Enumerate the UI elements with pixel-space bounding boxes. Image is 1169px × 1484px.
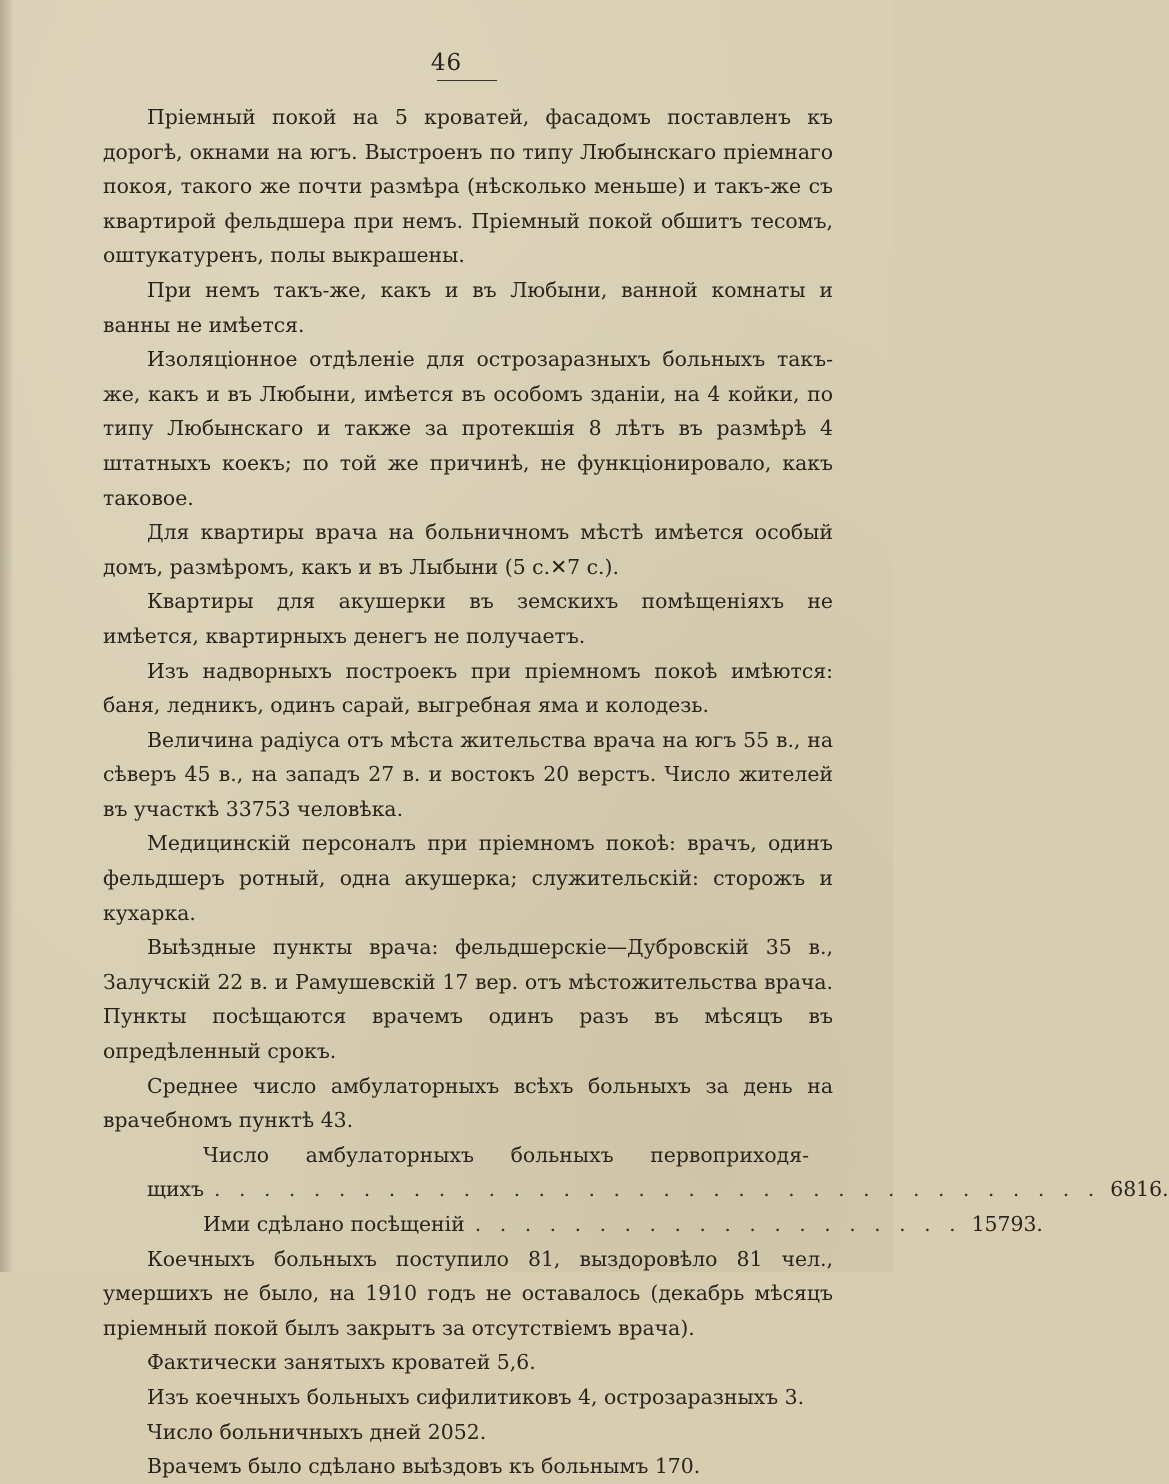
leader-dots: . . . . . . . . . . . . . . . . . . . . — [474, 1212, 962, 1236]
stat-revisits-label: Ими сдѣлано посѣщеній — [203, 1212, 465, 1236]
paragraph-doctor-apartment: Для квартиры врача на больничномъ мѣстѣ имѣется особый домъ, размѣромъ, какъ и въ Лыбыни (5 с.✕7 с.). — [103, 520, 833, 579]
body-text — [103, 100, 1169, 1484]
paragraph-average-patients: Среднее число амбулаторныхъ всѣхъ больныхъ за день на врачебномъ пунктѣ 43. — [103, 1073, 833, 1133]
stat-word: больныхъ — [510, 1142, 614, 1167]
stat-word: первоприходя- — [650, 1142, 809, 1167]
paragraph-midwife-apartment: Квартиры для акушерки въ земскихъ помѣщеніяхъ не имѣется, квартирныхъ денегъ не получаетъ. — [103, 589, 833, 648]
stat-revisits-row — [103, 1207, 1043, 1242]
stat-first-visits-value: 6816. — [1110, 1177, 1169, 1202]
stat-first-visits-heading — [103, 1138, 833, 1173]
page-number-underline — [437, 80, 497, 81]
paragraph-medical-staff: Медицинскій персоналъ при пріемномъ покоѣ: врачъ, одинъ фельдшеръ ротный, одна акушерка; служительскій: сторожъ и кухарка. — [103, 831, 833, 925]
paragraph-field-points: Выѣздные пункты врача: фельдшерскіе—Дубровскій 35 в., Залучскій 22 в. и Рамушевскій 17 вер. отъ мѣстожительства врача. Пункты посѣщаются врачемъ одинъ разъ въ мѣсяцъ въ опредѣленный срокъ. — [103, 935, 833, 1064]
paragraph-district-radius: Величина радіуса отъ мѣста жительства врача на югъ 55 в., на сѣверъ 45 в., на западъ 27 в. и востокъ 20 верстъ. Число жителей въ участкѣ 33753 человѣка. — [103, 727, 833, 821]
stat-revisits-value: 15793. — [971, 1212, 1043, 1236]
leader-dots: . . . . . . . . . . . . . . . . . . . . . . . . . . . . . . . . . . . . — [214, 1177, 1101, 1202]
stat-word: Число — [203, 1142, 270, 1167]
paragraph-isolation-ward: Изоляціонное отдѣленіе для острозаразныхъ больныхъ такъ-же, какъ и въ Любыни, имѣется въ особомъ зданіи, на 4 койки, по типу Любынскаго и также за протекшія 8 лѣтъ въ размѣрѣ 4 штатныхъ коекъ; по той же причинѣ, не функціонировало, какъ таковое. — [103, 347, 833, 510]
paragraph-outbuildings: Изъ надворныхъ построекъ при пріемномъ покоѣ имѣются: баня, ледникъ, одинъ сарай, выгребная яма и колодезь. — [103, 658, 833, 718]
page-number: 46 — [430, 50, 463, 76]
paragraph-home-visits: Врачемъ было сдѣлано выѣздовъ къ больнымъ 170. — [147, 1454, 701, 1479]
paragraph-bath: При немъ такъ-же, какъ и въ Любыни, ванной комнаты и ванны не имѣется. — [103, 277, 833, 337]
stat-first-visits-row — [103, 1172, 1169, 1207]
stat-word: амбулаторныхъ — [305, 1142, 474, 1167]
stat-first-visits-label: щихъ — [147, 1177, 205, 1202]
paragraph-inpatients: Коечныхъ больныхъ поступило 81, выздоровѣло 81 чел., умершихъ не было, на 1910 годъ не оставалось (декабрь мѣсяцъ пріемный покой былъ закрытъ за отсутствіемъ врача). — [103, 1246, 833, 1340]
paragraph-hospital-days: Число больничныхъ дней 2052. — [147, 1419, 487, 1444]
paragraph-occupied-beds: Фактически занятыхъ кроватей 5,6. — [147, 1350, 536, 1375]
paragraph-reception-ward: Пріемный покой на 5 кроватей, фасадомъ поставленъ къ дорогѣ, окнами на югъ. Выстроенъ по типу Любынскаго пріемнаго покоя, такого же почти размѣра (нѣсколько меньше) и такъ-же съ квартирой фельдшера при немъ. Пріемный покой обшитъ тесомъ, оштукатуренъ, полы выкрашены. — [103, 105, 833, 268]
paragraph-syphilis-infectious: Изъ коечныхъ больныхъ сифилитиковъ 4, острозаразныхъ 3. — [147, 1384, 805, 1409]
